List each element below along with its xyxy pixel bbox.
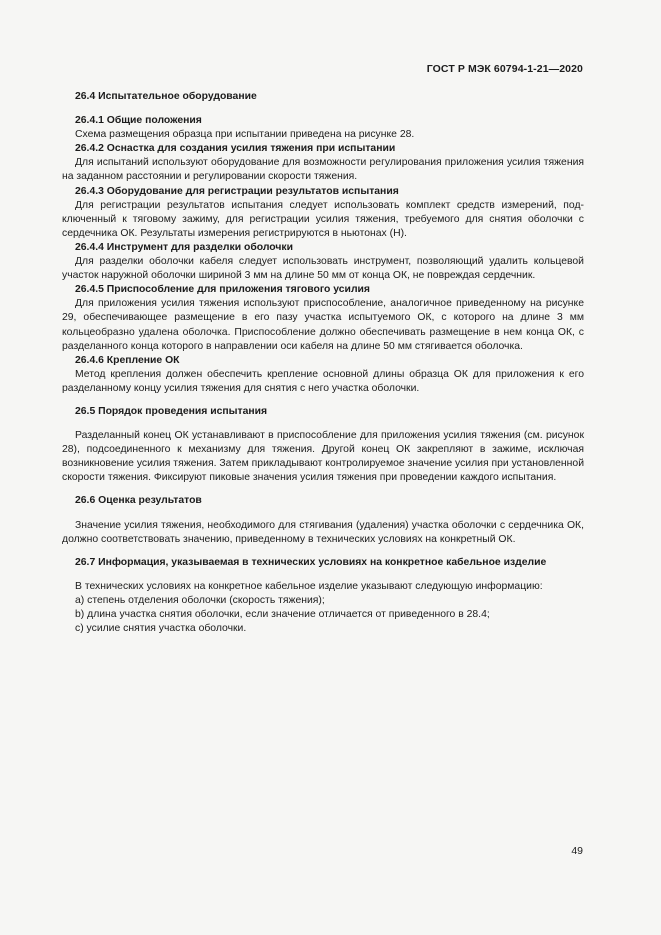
subsection-heading: 26.4.5 Приспособление для приложения тягового усилия: [75, 284, 371, 296]
paragraph: Для регистрации результатов испытания следует использовать комплект средств измерений, подключенный к тяговому зажиму, для регистрации усилия тяжения, требуемого для снятия оболочки с сердечника ОК. Результаты измерения регистрируются в ньютонах (Н).: [62, 199, 584, 239]
section-heading: 26.7 Информация, указываемая в технических условиях на конкретное кабельное изделие: [75, 556, 547, 568]
document-header: ГОСТ Р МЭК 60794-1-21—2020: [426, 63, 583, 75]
list-item: с) усилие снятия участка оболочки.: [75, 623, 247, 635]
list-item: а) степень отделения оболочки (скорость тяжения);: [75, 594, 325, 606]
list-item: b) длина участка снятия оболочки, если значение отличается от приведенного в 28.4;: [75, 609, 490, 620]
paragraph: Для разделки оболочки кабеля следует использовать инструмент, позволяющий удалить кольцевой участок наружной оболочки шириной 3 мм на длине 50 мм от конца ОК, не повреждая сердечник.: [62, 256, 584, 282]
section-heading: 26.4 Испытательное оборудование: [75, 91, 257, 102]
paragraph: Схема размещения образца при испытании приведена на рисунке 28.: [75, 129, 415, 141]
subsection-heading: 26.4.4 Инструмент для разделки оболочки: [75, 241, 293, 253]
page-number: 49: [571, 845, 583, 857]
paragraph: Метод крепления должен обеспечить крепление основной длины образца ОК для приложения к его разделанному концу усилия тяжения для снятия с него участка оболочки.: [62, 368, 584, 394]
paragraph: Разделанный конец ОК устанавливают в приспособление для приложения усилия тяжения (см. рисунок 28), подсоединенного к механизму для тяжения. Другой конец ОК закрепляют в зажиме, исключая возникновение усилия тяжения. Затем прикладывают контролируемое значение усилия при установленной скорости тяжения. Фиксируют пиковые значения усилия тяжения при проведении каждого испытания.: [62, 430, 584, 484]
paragraph: В технических условиях на конкретное кабельное изделие указывают следующую информацию:: [75, 580, 543, 592]
subsection-heading: 26.4.6 Крепление ОК: [75, 354, 180, 366]
document-body: [62, 90, 584, 636]
section-heading: 26.6 Оценка результатов: [75, 495, 202, 507]
section-heading: 26.5 Порядок проведения испытания: [75, 405, 268, 417]
subsection-heading: 26.4.1 Общие положения: [75, 115, 202, 127]
subsection-heading: 26.4.3 Оборудование для регистрации результатов испытания: [75, 185, 399, 197]
paragraph: Для испытаний используют оборудование для возможности регулирования приложения усилия тяжения на заданном расстоянии и регулировании скорости тяжения.: [62, 157, 584, 183]
paragraph: Значение усилия тяжения, необходимого для стягивания (удаления) участка оболочки с сердечника ОК, должно соответствовать значению, приведенному в технических условиях на конкретный ОК.: [62, 519, 584, 545]
paragraph: Для приложения усилия тяжения используют приспособление, аналогичное приведенному на рисунке 29, обеспечивающее размещение в его пазу участка испытуемого ОК, с которого на длине 3 мм кольцеобразно удалена оболочка. Приспособление должно обеспечивать размещение в нем конца ОК, с разделанного конца которого в направлении оси кабеля на длине 50 мм стягивается оболочка.: [62, 298, 584, 352]
subsection-heading: 26.4.2 Оснастка для создания усилия тяжения при испытании: [75, 143, 396, 155]
